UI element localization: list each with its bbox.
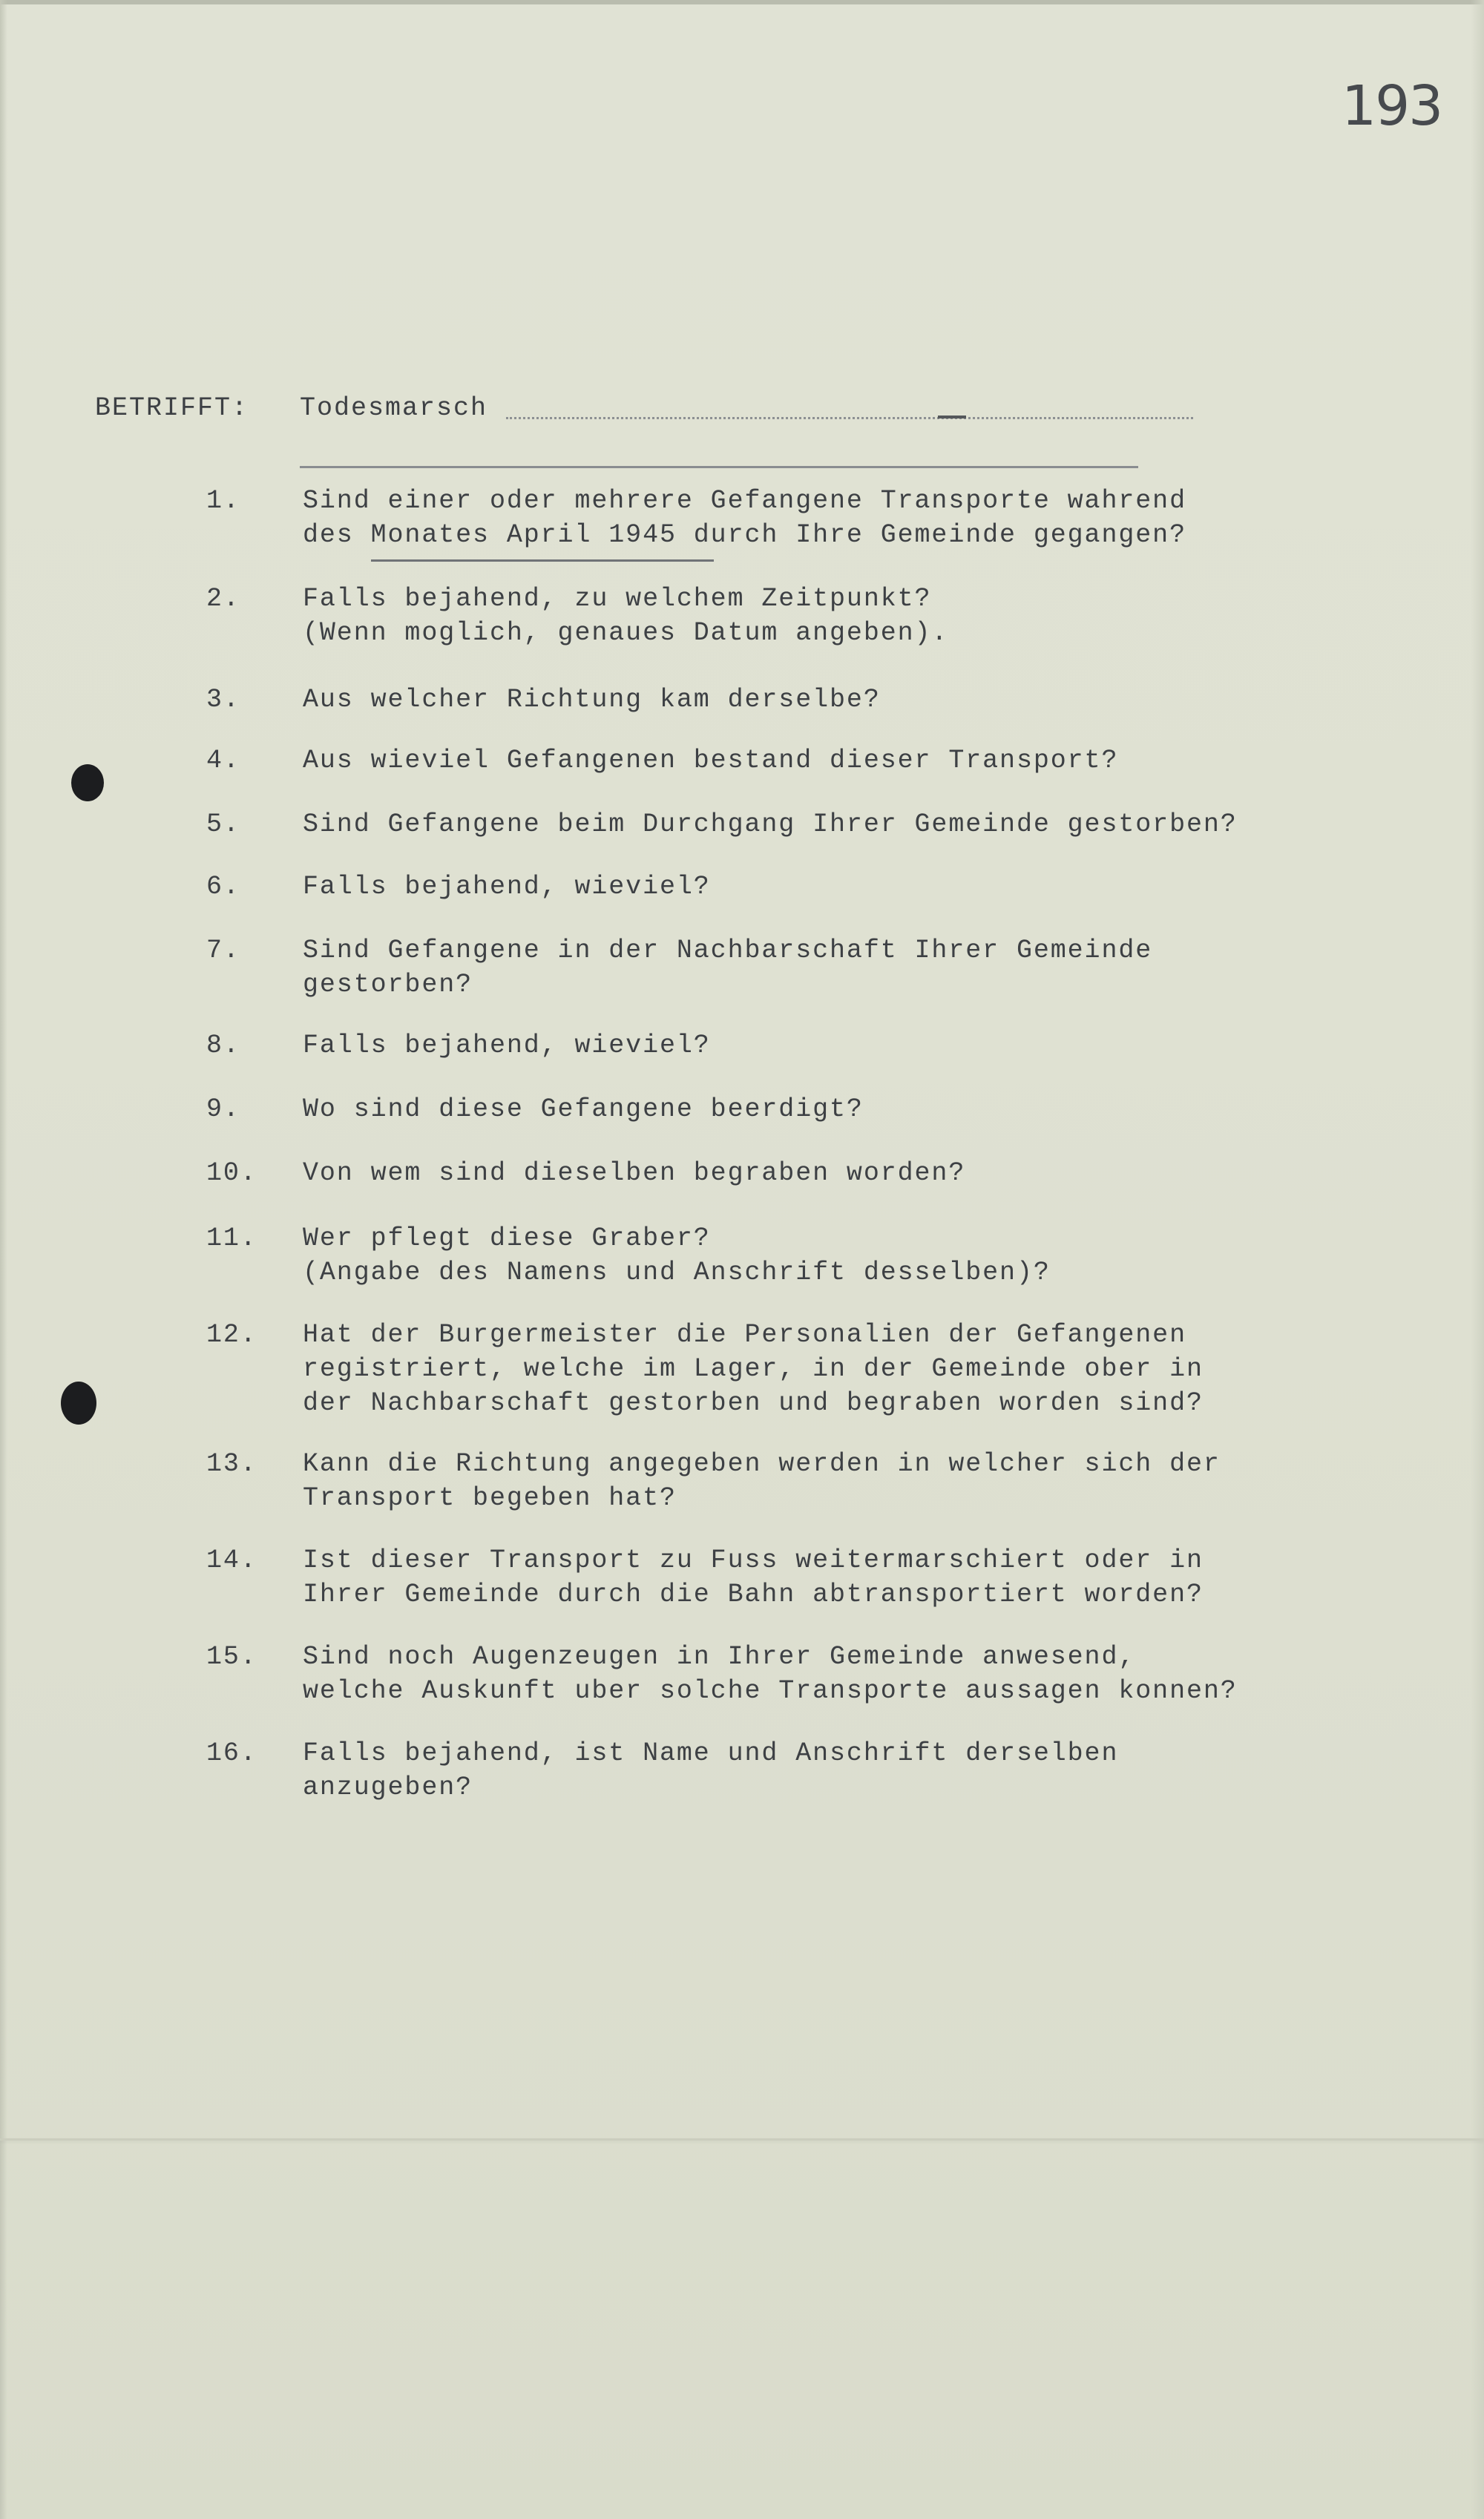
question-line: (Wenn moglich, genaues Datum angeben). — [303, 618, 949, 648]
question-number: 9. — [206, 1094, 240, 1124]
question-text — [303, 807, 1468, 841]
paper-fold-line — [0, 2138, 1484, 2141]
question-line: Kann die Richtung angegeben werden in welcher sich der — [303, 1449, 1221, 1479]
question-line: Von wem sind dieselben begraben worden? — [303, 1158, 966, 1188]
question-number: 1. — [206, 486, 240, 516]
question-line: Sind Gefangene in der Nachbarschaft Ihrer Gemeinde — [303, 936, 1153, 965]
question-text — [303, 582, 1468, 650]
question-line: welche Auskunft uber solche Transporte aussagen konnen? — [303, 1676, 1238, 1706]
subject-dotted-line — [506, 417, 1193, 419]
subject-label: BETRIFFT: — [95, 393, 249, 423]
question-text — [303, 1318, 1468, 1420]
question-text — [303, 1028, 1468, 1063]
question-number: 15. — [206, 1642, 257, 1672]
question-line: der Nachbarschaft gestorben und begraben worden sind? — [303, 1388, 1204, 1418]
question-text — [303, 1156, 1468, 1190]
question-text — [303, 743, 1468, 778]
question-line: Sind einer oder mehrere Gefangene Transporte wahrend — [303, 486, 1186, 516]
subject-value: Todesmarsch — [300, 393, 488, 423]
question-line: gestorben? — [303, 970, 473, 999]
date-underline — [371, 559, 714, 562]
question-number: 8. — [206, 1031, 240, 1060]
question-text — [303, 683, 1468, 717]
question-line: (Angabe des Namens und Anschrift desselben)? — [303, 1258, 1051, 1287]
question-text — [303, 933, 1468, 1002]
question-line: registriert, welche im Lager, in der Gemeinde ober in — [303, 1354, 1204, 1384]
paper-right-edge — [1471, 0, 1484, 2519]
question-number: 14. — [206, 1546, 257, 1575]
question-text — [303, 1447, 1468, 1515]
question-number: 2. — [206, 584, 240, 614]
question-line: des Monates April 1945 durch Ihre Gemeinde gegangen? — [303, 520, 1186, 550]
question-number: 12. — [206, 1320, 257, 1350]
question-line: Sind noch Augenzeugen in Ihrer Gemeinde anwesend, — [303, 1642, 1136, 1672]
question-number: 13. — [206, 1449, 257, 1479]
question-line: Transport begeben hat? — [303, 1483, 677, 1513]
page-number: 193 — [1342, 74, 1442, 138]
header-rule — [300, 466, 1138, 468]
question-text — [303, 1640, 1468, 1708]
question-line: anzugeben? — [303, 1773, 473, 1802]
question-text — [303, 1221, 1468, 1290]
question-line: Ist dieser Transport zu Fuss weitermarschiert oder in — [303, 1546, 1204, 1575]
punch-hole — [71, 764, 104, 801]
question-line: Falls bejahend, zu welchem Zeitpunkt? — [303, 584, 932, 614]
question-text — [303, 1092, 1468, 1126]
question-text — [303, 1543, 1468, 1612]
question-number: 16. — [206, 1738, 257, 1768]
question-number: 3. — [206, 685, 240, 715]
question-number: 6. — [206, 872, 240, 901]
question-line: Ihrer Gemeinde durch die Bahn abtransportiert worden? — [303, 1580, 1204, 1609]
question-line: Falls bejahend, wieviel? — [303, 1031, 711, 1060]
question-line: Falls bejahend, ist Name und Anschrift derselben — [303, 1738, 1119, 1768]
question-text — [303, 870, 1468, 904]
question-number: 5. — [206, 809, 240, 839]
question-text — [303, 1736, 1468, 1804]
question-line: Wer pflegt diese Graber? — [303, 1224, 711, 1253]
question-number: 11. — [206, 1224, 257, 1253]
question-number: 4. — [206, 746, 240, 775]
question-line: Aus welcher Richtung kam derselbe? — [303, 685, 881, 715]
question-text — [303, 484, 1468, 552]
question-line: Aus wieviel Gefangenen bestand dieser Transport? — [303, 746, 1119, 775]
question-line: Sind Gefangene beim Durchgang Ihrer Gemeinde gestorben? — [303, 809, 1238, 839]
question-line: Wo sind diese Gefangene beerdigt? — [303, 1094, 864, 1124]
question-line: Falls bejahend, wieviel? — [303, 872, 711, 901]
paper-left-edge — [0, 0, 7, 2519]
question-line: Hat der Burgermeister die Personalien der Gefangenen — [303, 1320, 1186, 1350]
punch-hole — [61, 1382, 96, 1425]
question-number: 10. — [206, 1158, 257, 1188]
question-number: 7. — [206, 936, 240, 965]
subject-dash-mark — [938, 416, 966, 418]
paper-top-edge — [0, 0, 1484, 4]
